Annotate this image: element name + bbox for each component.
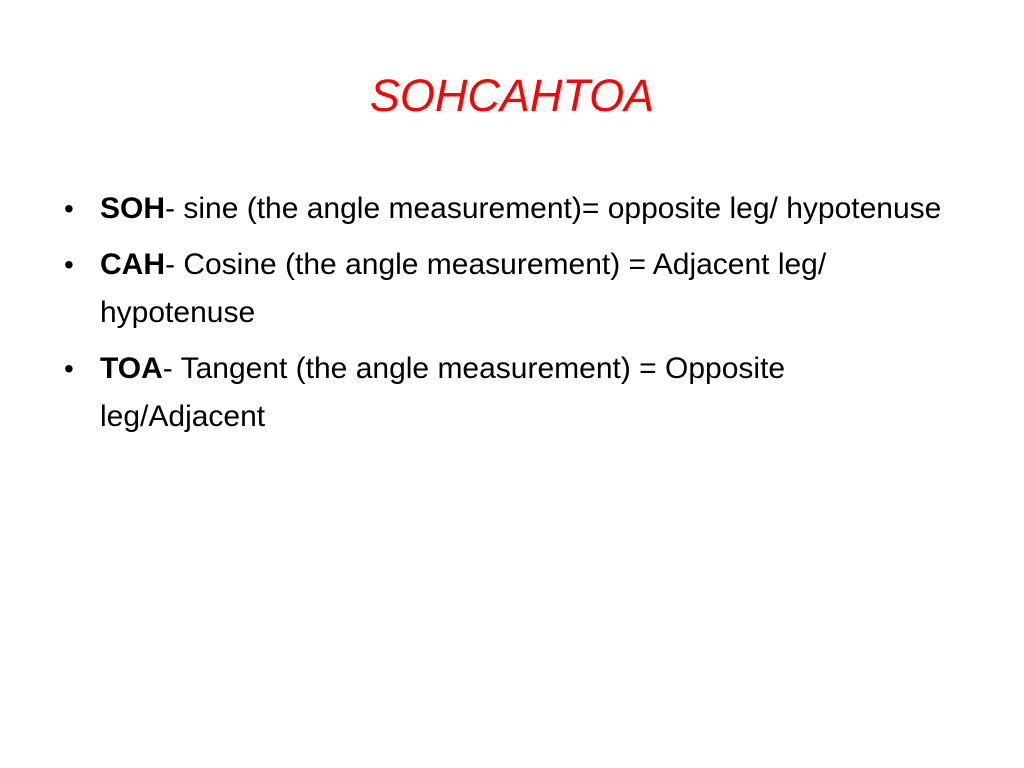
bullet-text: - Tangent (the angle measurement) = Opposite leg/Adjacent bbox=[100, 352, 786, 433]
bullet-item-cah bbox=[56, 241, 956, 337]
bullet-term: TOA bbox=[100, 352, 163, 385]
bullet-text: - Cosine (the angle measurement) = Adjacent leg/ hypotenuse bbox=[100, 248, 827, 329]
slide-title: SOHCAHTOA bbox=[369, 70, 655, 121]
bullet-icon: • bbox=[64, 193, 74, 224]
bullet-list bbox=[56, 185, 956, 449]
bullet-text: - sine (the angle measurement)= opposite leg/ hypotenuse bbox=[165, 192, 942, 225]
bullet-icon: • bbox=[64, 353, 74, 384]
bullet-item-toa bbox=[56, 345, 956, 441]
bullet-term: CAH bbox=[100, 248, 165, 281]
bullet-term: SOH bbox=[100, 192, 166, 225]
bullet-item-soh bbox=[56, 185, 956, 233]
bullet-icon: • bbox=[64, 249, 74, 280]
